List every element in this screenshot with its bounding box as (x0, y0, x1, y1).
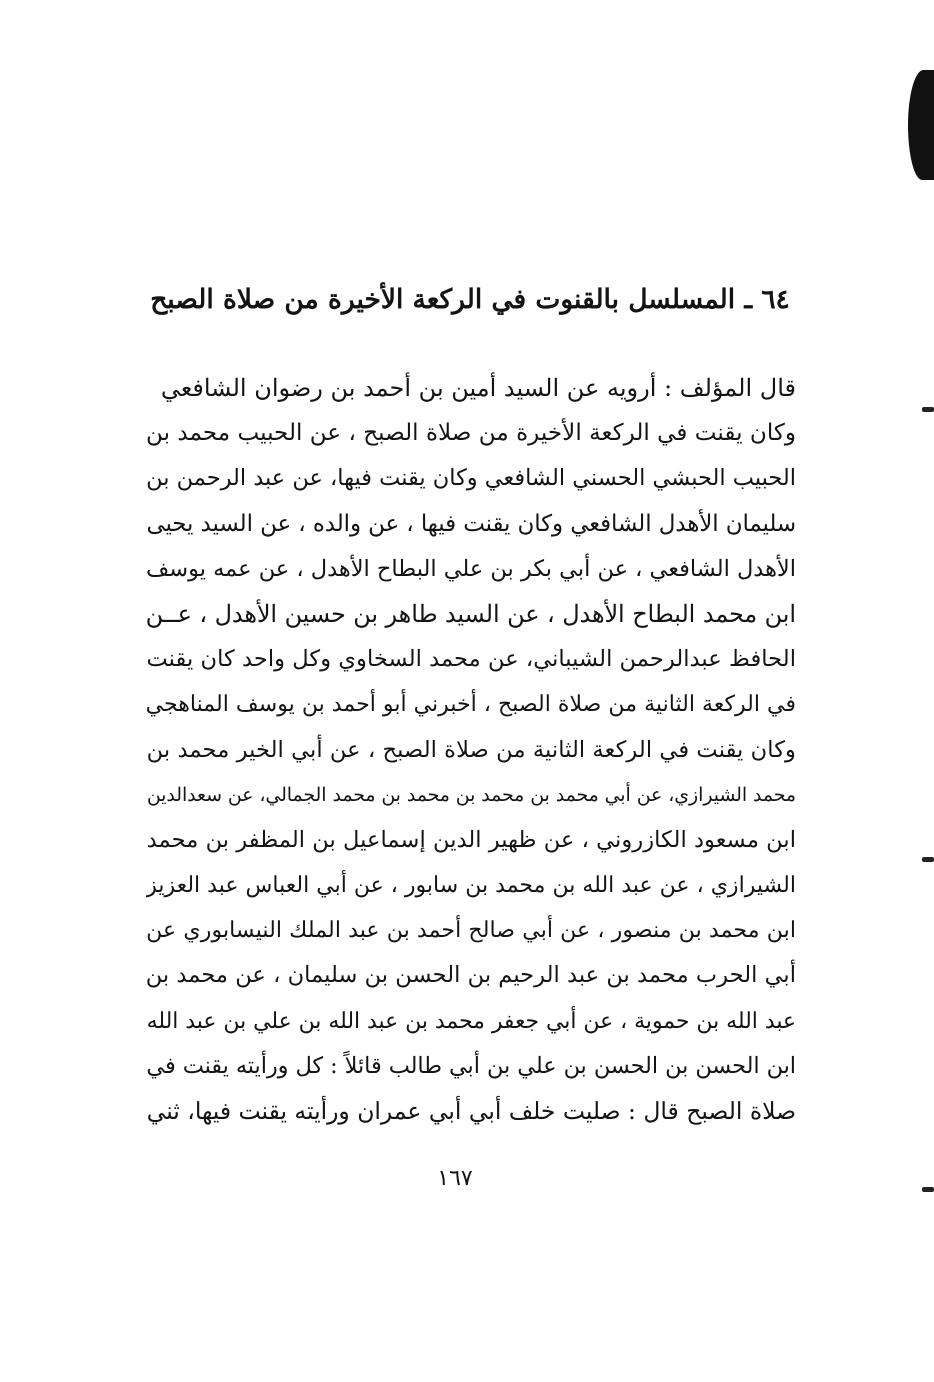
text-line: ابن محمد البطاح الأهدل ، عن السيد طاهر بن حسين الأهدل ، عــن (146, 599, 796, 628)
text-line: ابن الحسن بن الحسن بن علي بن أبي طالب قائلاً : كل ورأيته يقنت في (146, 1052, 796, 1079)
text-line: سليمان الأهدل الشافعي وكان يقنت فيها ، عن والده ، عن السيد يحيى (146, 510, 796, 537)
chapter-heading: ٦٤ ـ المسلسل بالقنوت في الركعة الأخيرة من صلاة الصبح (150, 284, 790, 315)
text-line: ابن محمد بن منصور ، عن أبي صالح أحمد بن عبد الملك النيسابوري عن (146, 917, 796, 944)
text-line: ابن مسعود الكازروني ، عن ظهير الدين إسماعيل بن المظفر بن محمد (146, 826, 796, 853)
text-line: الشيرازي ، عن عبد الله بن محمد بن سابور ، عن أبي العباس عبد العزيز (146, 873, 796, 899)
text-line: الحبيب الحبشي الحسني الشافعي وكان يقنت فيها، عن عبد الرحمن بن (146, 465, 796, 492)
text-line: وكان يقنت في الركعة الأخيرة من صلاة الصبح ، عن الحبيب محمد بن (146, 420, 796, 447)
text-line: الحافظ عبدالرحمن الشيباني، عن محمد السخاوي وكل واحد كان يقنت (146, 646, 796, 673)
text-line: وكان يقنت في الركعة الثانية من صلاة الصبح ، عن أبي الخير محمد بن (146, 736, 796, 763)
body-text (146, 366, 796, 1134)
text-line: محمد الشيرازي، عن أبي محمد بن محمد بن محمد بن محمد الجمالي، عن سعدالدين (146, 784, 796, 806)
margin-mark (922, 407, 934, 412)
margin-mark (922, 857, 934, 862)
text-line: الأهدل الشافعي ، عن أبي بكر بن علي البطاح الأهدل ، عن عمه يوسف (146, 555, 796, 582)
margin-mark (922, 1187, 934, 1192)
text-line: عبد الله بن حموية ، عن أبي جعفر محمد بن عبد الله بن علي بن عبد الله (146, 1008, 796, 1034)
ink-blot (908, 70, 934, 180)
text-line: أبي الحرب محمد بن عبد الرحيم بن الحسن بن سليمان ، عن محمد بن (146, 962, 796, 989)
text-line: قال المؤلف : أرويه عن السيد أمين بن أحمد بن رضوان الشافعي (160, 374, 796, 402)
text-line: صلاة الصبح قال : صليت خلف أبي أبي عمران ورأيته يقنت فيها، ثني (146, 1097, 796, 1125)
text-line: في الركعة الثانية من صلاة الصبح ، أخبرني أبو أحمد بن يوسف المناهجي (146, 692, 796, 718)
page-number: ١٦٧ (437, 1166, 473, 1191)
